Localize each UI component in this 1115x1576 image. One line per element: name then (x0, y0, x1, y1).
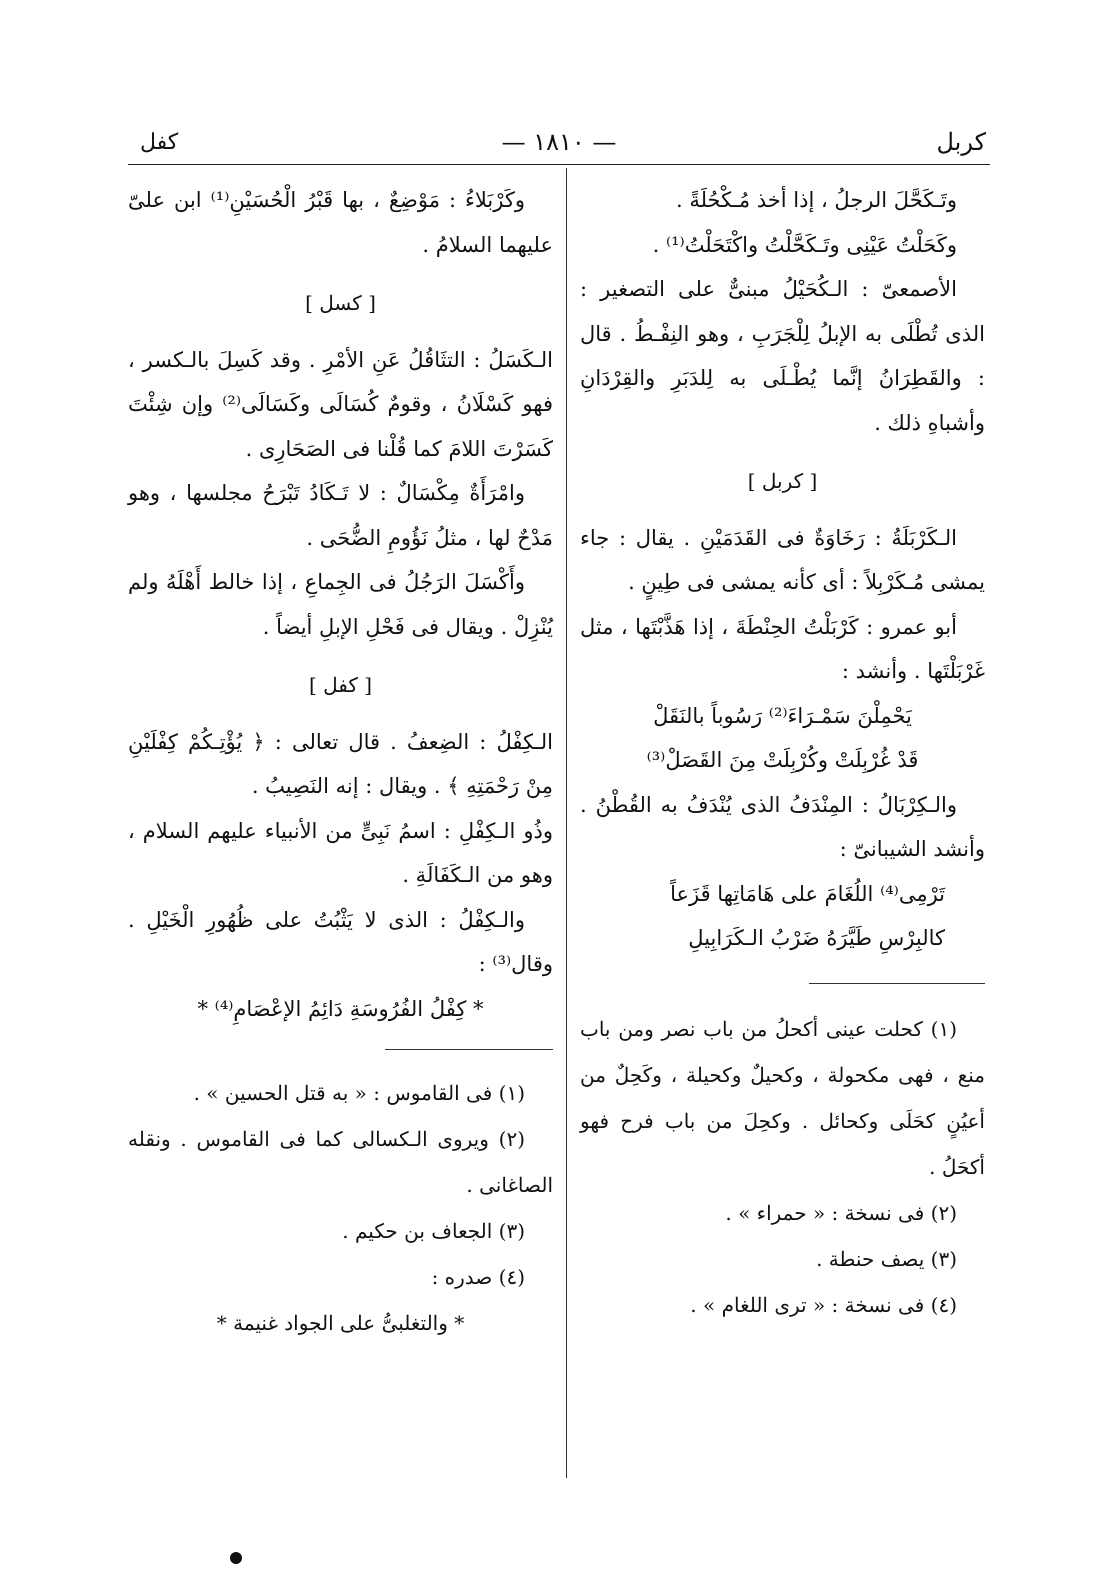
paragraph: الـكِفْلُ : الضِعفُ . قال تعالى : ﴿ يُؤْتِـكُمْ كِفْلَيْنِ مِنْ رَحْمَتِهِ ﴾ . ويقال : إنه النَصِيبُ . (128, 729, 553, 798)
footnote: (٢) فى نسخة : « حمراء » . (725, 1200, 957, 1225)
verse-line: قَدْ غُرْبِلَتْ وكُرْبِلَتْ مِنَ القَصَلْ⁽³⁾ (646, 748, 919, 772)
entry-heading: [ كفل ] (308, 673, 373, 697)
page-number: — ١٨١٠ — (501, 128, 617, 156)
page-header (128, 128, 990, 162)
paragraph: الأصمعىّ : الـكُحَيْلُ مبنىٌّ على التصغير : الذى تُطْلَى به الإبلُ لِلْجَرَبِ ، وهو النِفْـطُ . قال : والقَطِرَانُ إنَّما يُطْـلَى به لِلدَبَرِ والقِرْدَانِ وأشباهِ ذلك . (580, 277, 985, 435)
verse-line: كالبِرْسِ طَيَّرَهُ ضَرْبُ الـكَرَابِيلِ (688, 926, 945, 950)
footnote-rule (809, 983, 985, 984)
paragraph: الـكَرْبَلَةُ : رَخَاوَةٌ فى القَدَمَيْنِ . يقال : جاء يمشى مُـكَرْبِلاً : أى كأنه يمشى فى طِينٍ . (580, 525, 985, 594)
paragraph: وتَـكَحَّلَ الرجلُ ، إذا أخذ مُـكْحُلَةً . (675, 188, 957, 212)
right-column (580, 178, 985, 1328)
footnote: (١) فى القاموس : « به قتل الحسين » . (193, 1081, 525, 1105)
header-rule (128, 164, 990, 165)
paragraph: أبو عمرو : كَرْبَلْتُ الحِنْطَةَ ، إذا هَذَّبْتَها ، مثل غَرْبَلْتَها . وأنشد : (580, 614, 985, 683)
paragraph: والـكِفْلُ : الذى لا يَثْبُتُ على ظُهُورِ الْخَيْلِ . وقال⁽³⁾ : (128, 907, 553, 976)
footnote: (٣) يصف حنطة . (816, 1246, 957, 1271)
footnote: (٤) صدره : (431, 1265, 525, 1289)
footnote: (٢) ويروى الـكسالى كما فى القاموس . ونقله الصاغانى . (128, 1127, 553, 1197)
paragraph: وذُو الـكِفْلِ : اسمُ نَبِىٍّ من الأنبياء عليهم السلام ، وهو من الـكَفَالَةِ . (128, 818, 553, 887)
paragraph: وكَرْبَلاءُ : مَوْضِعٌ ، بها قَبْرُ الْحُسَيْنِ⁽¹⁾ ابن علىّ عليهما السلامُ . (128, 188, 553, 257)
header-right-root: كربل (936, 128, 986, 156)
footnote: (٣) الجعاف بن حكيم . (342, 1219, 525, 1243)
verse-line: يَحْمِلْنَ سَمْـرَاءَ⁽²⁾ رَسُوباً بالنَقَلْ (653, 703, 912, 728)
entry-heading: [ كسل ] (305, 291, 376, 315)
paragraph: الـكَسَلُ : التثَاقُلُ عَنِ الأمْرِ . وقد كَسِلَ بالـكسر ، فهو كَسْلَانُ ، وقومٌ كُسَالَى وكَسَالَى⁽²⁾ وإن شِئْتَ كَسَرْتَ اللامَ كما قُلْنا فى الصَحَارِى . (128, 347, 553, 461)
paragraph: والـكِرْبَالُ : المِنْدَفُ الذى يُنْدَفُ به القُطْنُ . وأنشد الشيبانىّ : (580, 792, 985, 861)
footnote: (١) كحلت عينى أكحلُ من باب نصر ومن باب منع ، فهى مكحولة ، وكحيلٌ وكحيلة ، وكَحِلٌ من أعيُنٍ كحَلَى وكحائل . وكحِلَ من باب فرح فهو أكحَلُ . (580, 1016, 985, 1179)
verse-line: تَرْمِى⁽⁴⁾ اللُغَامَ على هَامَاتِها قَزَعاً (670, 881, 945, 906)
verse-line: * كِفْلُ الفُرُوسَةِ دَائِمُ الإعْصَامِ⁽⁴⁾ * (197, 996, 484, 1021)
paragraph: وأَكْسَلَ الرَجُلُ فى الجِماعِ ، إذا خالط أَهْلَهُ ولم يُنْزِلْ . ويقال فى فَحْلِ الإبلِ أيضاً . (128, 570, 553, 639)
header-left-root: كفل (140, 130, 179, 155)
footnote-rule (385, 1049, 553, 1050)
paragraph: وامْرَأَةٌ مِكْسَالٌ : لا تَـكَادُ تَبْرَحُ مجلسها ، وهو مَدْحٌ لها ، مثلُ نَؤُومِ الضُّحَى . (128, 481, 553, 550)
ink-dot (230, 1552, 242, 1564)
footnote-verse: * والتغلبىُّ على الجواد غنيمة * (216, 1311, 465, 1335)
column-divider (566, 168, 567, 1478)
paragraph: وكَحَلْتُ عَيْنِى وتَـكَحَّلْتُ واكْتَحَلْتُ⁽¹⁾ . (652, 232, 957, 257)
entry-heading: [ كربل ] (747, 469, 818, 493)
footnote: (٤) فى نسخة : « ترى اللغام » . (690, 1292, 957, 1317)
left-column (128, 178, 553, 1346)
